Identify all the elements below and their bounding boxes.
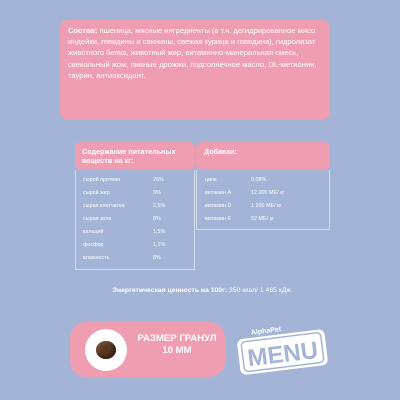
- nutrient-name: сырой жир: [83, 190, 110, 196]
- nutrient-name: фосфор: [83, 242, 104, 248]
- granule-size-badge: [70, 322, 225, 377]
- energy-value-line: [75, 287, 330, 294]
- additives-title: Добавки:: [196, 142, 330, 170]
- granule-size-text: [132, 333, 222, 357]
- nutrients-title: Содержание питательных веществ на кг:: [75, 142, 195, 170]
- nutrients-table: [75, 170, 195, 270]
- nutrient-value: 1,1%: [153, 242, 166, 248]
- additive-value: 12 000 МЕ/ кг: [251, 190, 285, 196]
- additive-name: витамин Е: [205, 216, 232, 222]
- energy-value: 350 ккал/ 1 465 кДж.: [227, 287, 293, 294]
- granule-size-line1: РАЗМЕР ГРАНУЛ: [137, 333, 217, 344]
- nutrient-value: 26%: [153, 177, 164, 183]
- nutrient-value: 8%: [153, 216, 161, 222]
- composition-text: пшеница, мясные ингредиенты (в т.ч. дегидрированное мясо индейки, говядины и свинины, свежая курица и говядина), гидролизат животного белка, животный жир, витаминно-минеральная смесь, свекольный жом, пивные дрожжи, подсолнечное масло, DL-метионин, таурин, антиоксидант.: [68, 26, 317, 80]
- additive-name: витамин А: [205, 190, 232, 196]
- nutrient-value: 8%: [153, 255, 161, 261]
- additives-table: [196, 170, 330, 230]
- composition-panel: [60, 20, 330, 120]
- nutrient-value: 1,5%: [153, 229, 166, 235]
- additive-name: цинк: [205, 177, 217, 183]
- logo-menu-text: MENU: [246, 336, 320, 373]
- granule-circle: [85, 329, 127, 371]
- granule-size-line2: 10 ММ: [162, 345, 192, 356]
- alphapet-menu-logo: [233, 318, 333, 376]
- additive-value: 1 200 МЕ/ кг: [251, 203, 282, 209]
- composition-label: Состав:: [68, 26, 98, 35]
- nutrient-value: 2,5%: [153, 203, 166, 209]
- nutrient-name: сырая зола: [83, 216, 112, 222]
- additive-name: витамин D: [205, 203, 232, 209]
- kibble-icon: [96, 341, 116, 359]
- nutrient-value: 9%: [153, 190, 161, 196]
- additive-value: 0,08%: [251, 177, 267, 183]
- nutrient-name: кальций: [83, 229, 104, 235]
- energy-label: Энергетическая ценность на 100г:: [112, 287, 228, 294]
- nutrient-name: сырой протеин: [83, 177, 121, 183]
- additive-value: 52 МЕ/ кг: [251, 216, 274, 222]
- logo-brand-text: AlphaPet: [250, 326, 282, 337]
- nutrient-name: влажность: [83, 255, 110, 261]
- nutrient-name: сырая клетчатка: [83, 203, 125, 209]
